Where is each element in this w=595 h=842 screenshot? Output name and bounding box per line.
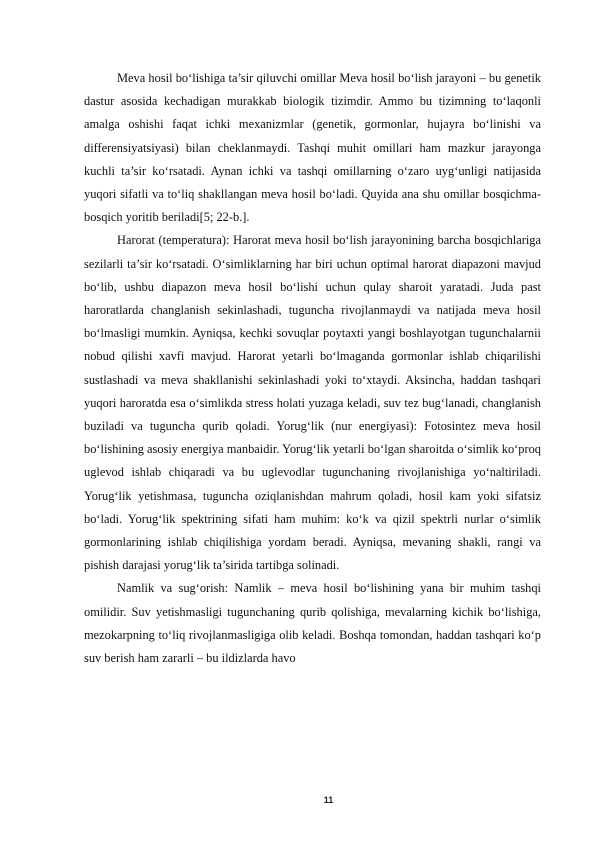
paragraph-fruit-formation-factors: Meva hosil bo‘lishiga ta’sir qiluvchi omillar Meva hosil bo‘lish jarayoni – bu genetik dastur asosida kechadigan murakkab biologik tizimdir. Ammo bu tizimning to‘laqonli amalga oshishi faqat ichki mexanizmlar (genetik, gormonlar, hujayra bo‘linishi va differensiyatsiyasi) bilan cheklanmaydi. Tashqi muhit omillari ham mazkur jarayonga kuchli ta’sir ko‘rsatadi. Aynan ichki va tashqi omillarning o‘zaro uyg‘unligi natijasida yuqori sifatli va to‘liq shakllangan meva hosil bo‘ladi. Quyida ana shu omillar bosqichma-bosqich yoritib beriladi[5; 22-b.]. bbox=[84, 71, 541, 225]
body-text bbox=[84, 67, 541, 670]
paragraph-moisture-irrigation: Namlik va sug‘orish: Namlik – meva hosil bo‘lishining yana bir muhim tashqi omilidir. Suv yetishmasligi tugunchaning qurib qolishiga, mevalarning kichik bo‘lishiga, mezokarpning to‘liq rivojlanmasligiga olib keladi. Boshqa tomondan, haddan tashqari ko‘p suv berish ham zararli – bu ildizlarda havo bbox=[84, 581, 541, 666]
page-number: 11 bbox=[323, 795, 334, 805]
paragraph-temperature-light: Harorat (temperatura): Harorat meva hosil bo‘lish jarayonining barcha bosqichlariga sezilarli ta’sir ko‘rsatadi. O‘simliklarning har biri uchun optimal harorat diapazoni mavjud bo‘lib, ushbu diapazon meva hosil bo‘lishi uchun qulay sharoit yaratadi. Juda past haroratlarda changlanish sekinlashadi, tuguncha rivojlanmaydi va natijada meva hosil bo‘lmasligi mumkin. Ayniqsa, kechki sovuqlar poytaxti yangi boshlayotgan tugunchalarnii nobud qilishi xavfi mavjud. Harorat yetarli bo‘lmaganda gormonlar ishlab chiqarilishi sustlashadi va meva shakllanishi sekinlashadi yoki to‘xtaydi. Aksincha, haddan tashqari yuqori haroratda esa o‘simlikda stress holati yuzaga keladi, suv tez bug‘lanadi, changlanish buziladi va tuguncha qurib qoladi. Yorug‘lik (nur energiyasi): Fotosintez meva hosil bo‘lishining asosiy energiya manbaidir. Yorug‘lik yetarli bo‘lgan sharoitda o‘simlik ko‘proq uglevod ishlab chiqaradi va bu uglevodlar tugunchaning rivojlanishiga yo‘naltiriladi. Yorug‘lik yetishmasa, tuguncha oziqlanishdan mahrum qoladi, hosil kam yoki sifatsiz bo‘ladi. Yorug‘lik spektrining sifati ham muhim: ko‘k va qizil spektrli nurlar o‘simlik gormonlarining ishlab chiqilishiga yordam beradi. Ayniqsa, mevaning shakli, rangi va pishish darajasi yorug‘lik ta’sirida tartibga solinadi. bbox=[84, 233, 541, 573]
